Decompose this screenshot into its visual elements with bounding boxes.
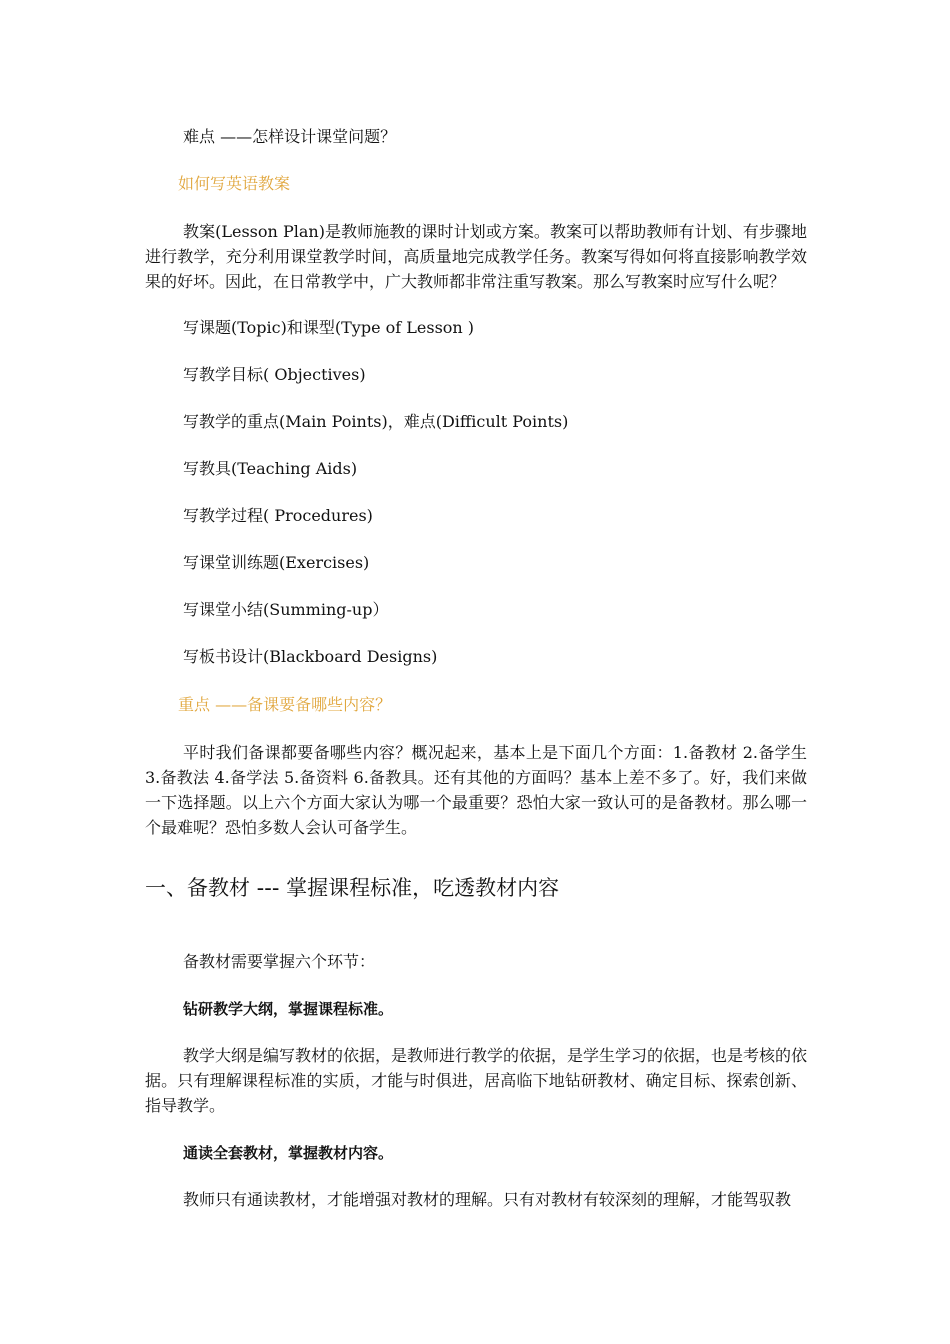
list-item-main-points: 写教学的重点(Main Points)，难点(Difficult Points): [183, 412, 569, 431]
difficulty-line: 难点 ——怎样设计课堂问题？: [183, 127, 397, 146]
list-item-topic: 写课题(Topic)和课型(Type of Lesson ): [183, 318, 475, 337]
list-item-exercises: 写课堂训练题(Exercises): [183, 553, 370, 572]
key-point-line: 重点 ——备课要备哪些内容？: [178, 695, 392, 714]
list-item-objectives: 写教学目标( Objectives): [183, 365, 366, 384]
list-item-teaching-aids: 写教具(Teaching Aids): [183, 459, 358, 478]
intro-paragraph: 教案(Lesson Plan)是教师施教的课时计划或方案。教案可以帮助教师有计划、有步骤地进行教学，充分利用课堂教学时间，高质量地完成教学任务。教案写得如何将直接影响教学效果的好坏。因此，在日常教学中，广大教师都非常注重写教案。那么写教案时应写什么呢？: [145, 222, 807, 291]
list-item-procedures: 写教学过程( Procedures): [183, 506, 373, 525]
syllabus-paragraph: 教学大纲是编写教材的依据，是教师进行教学的依据，是学生学习的依据，也是考核的依据。只有理解课程标准的实质，才能与时俱进，居高临下地钻研教材、确定目标、探索创新、指导教学。: [145, 1046, 808, 1115]
prep-paragraph: 平时我们备课都要备哪些内容？概况起来，基本上是下面几个方面：1.备教材 2.备学生 3.备教法 4.备学法 5.备资料 6.备教具。还有其他的方面吗？基本上差不多了。好，我们来做一下选择题。以上六个方面大家认为哪一个最重要？恐怕大家一致认可的是备教材。那么哪一个最难呢？恐怕多数人会认可备学生。: [145, 743, 807, 837]
last-paragraph: 教师只有通读教材，才能增强对教材的理解。只有对教材有较深刻的理解，才能驾驭教: [183, 1190, 792, 1209]
bold-point-syllabus: 钻研教学大纲，掌握课程标准。: [183, 1000, 394, 1018]
six-steps-line: 备教材需要掌握六个环节：: [183, 952, 376, 971]
subheading-how-to-write: 如何写英语教案: [178, 174, 291, 193]
bold-point-read-textbooks: 通读全套教材，掌握教材内容。: [183, 1144, 394, 1162]
list-item-blackboard-designs: 写板书设计(Blackboard Designs): [183, 647, 438, 666]
list-item-summing-up: 写课堂小结(Summing-up）: [183, 600, 389, 619]
section-heading: 一、备教材 --- 掌握课程标准，吃透教材内容: [145, 876, 560, 900]
